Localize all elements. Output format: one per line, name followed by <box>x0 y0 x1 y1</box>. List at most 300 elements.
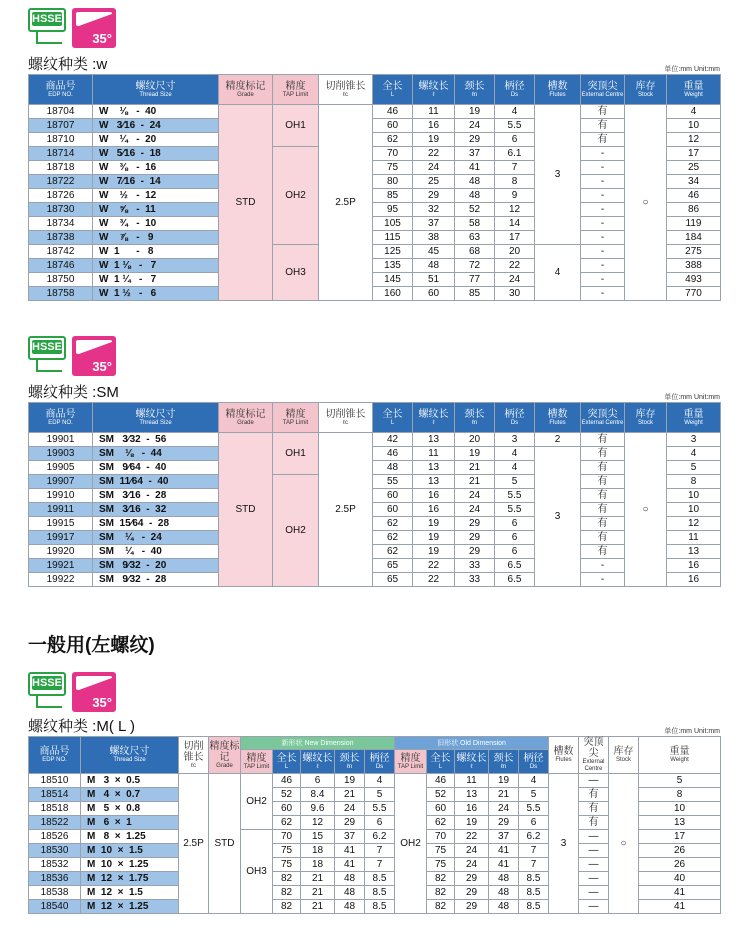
cell-edp: 19921 <box>29 559 93 573</box>
header-l: 螺纹长 ℓ <box>413 403 455 433</box>
cell-tap: OH1 <box>273 105 319 147</box>
cell-weight: 275 <box>667 245 721 259</box>
header-ln: 颈长 ℓn <box>455 403 495 433</box>
cell-thread: W 1 ¼ - 7 <box>93 273 219 287</box>
cell-ds: 24 <box>495 273 535 287</box>
cell-thread: W ⅜ - 16 <box>93 161 219 175</box>
cell-chamfer: 2.5P <box>319 105 373 301</box>
cell-thread: SM 9⁄64 - 40 <box>93 461 219 475</box>
header-weight: 重量 Weight <box>667 75 721 105</box>
cell-thread: M 6 × 1 <box>81 816 179 830</box>
cell-chamfer: 2.5P <box>179 774 209 914</box>
header-chamfer: 切削锥长 ℓc <box>319 75 373 105</box>
cell-weight: 16 <box>667 573 721 587</box>
header-tap: 精度 TAP Limit <box>273 403 319 433</box>
cell-ds: 5.5 <box>495 489 535 503</box>
cell-new-L: 70 <box>273 830 301 844</box>
cell-tap: OH2 <box>273 147 319 245</box>
header-old-l: 螺纹长 ℓ <box>455 750 489 774</box>
angle-35-icon: 35° <box>72 336 116 376</box>
cell-flutes: 3 <box>549 774 579 914</box>
cell-L: 105 <box>373 217 413 231</box>
cell-flutes: 4 <box>535 245 581 301</box>
cell-old-ds: 8.5 <box>519 886 549 900</box>
cell-old-tap: OH2 <box>395 774 427 914</box>
cell-thread: SM 15⁄64 - 28 <box>93 517 219 531</box>
cell-ds: 3 <box>495 433 535 447</box>
table-row <box>29 119 721 133</box>
cell-weight: 4 <box>667 105 721 119</box>
cell-ln: 29 <box>455 545 495 559</box>
cell-thread: SM 3⁄32 - 56 <box>93 433 219 447</box>
cell-L: 80 <box>373 175 413 189</box>
cell-ds: 5.5 <box>495 503 535 517</box>
cell-L: 60 <box>373 489 413 503</box>
cell-grade: STD <box>209 774 241 914</box>
table-row <box>29 273 721 287</box>
cell-l: 13 <box>413 475 455 489</box>
cell-edp: 18738 <box>29 231 93 245</box>
cell-edp: 18510 <box>29 774 81 788</box>
cell-ln: 29 <box>455 517 495 531</box>
cell-weight: 16 <box>667 559 721 573</box>
table-row <box>29 489 721 503</box>
cell-ds: 6.1 <box>495 147 535 161</box>
cell-l: 24 <box>413 161 455 175</box>
cell-new-l: 18 <box>301 844 335 858</box>
cell-flutes: 2 <box>535 433 581 447</box>
cell-L: 70 <box>373 147 413 161</box>
cell-edp: 19915 <box>29 517 93 531</box>
cell-weight: 11 <box>667 531 721 545</box>
cell-thread: W 7⁄16 - 14 <box>93 175 219 189</box>
cell-weight: 17 <box>667 147 721 161</box>
cell-ln: 52 <box>455 203 495 217</box>
cell-thread: M 4 × 0.7 <box>81 788 179 802</box>
cell-ln: 37 <box>455 147 495 161</box>
cell-weight: 17 <box>639 830 721 844</box>
cell-centre: 有 <box>581 433 625 447</box>
cell-l: 16 <box>413 503 455 517</box>
header-centre: 突顶尖 External Centre <box>579 737 609 774</box>
header-edp: 商品号 EDP NO. <box>29 737 81 774</box>
header-L: 全长 L <box>373 75 413 105</box>
cell-ds: 5 <box>495 475 535 489</box>
cell-centre: — <box>579 858 609 872</box>
cell-edp: 18758 <box>29 287 93 301</box>
cell-l: 51 <box>413 273 455 287</box>
table-sm <box>28 402 721 587</box>
table-row <box>29 461 721 475</box>
cell-L: 125 <box>373 245 413 259</box>
cell-weight: 10 <box>667 119 721 133</box>
cell-old-ln: 29 <box>489 816 519 830</box>
cell-centre: 有 <box>581 105 625 119</box>
cell-L: 60 <box>373 119 413 133</box>
cell-edp: 19920 <box>29 545 93 559</box>
cell-old-ds: 7 <box>519 858 549 872</box>
cell-new-ds: 8.5 <box>365 886 395 900</box>
cell-l: 29 <box>413 189 455 203</box>
cell-weight: 25 <box>667 161 721 175</box>
cell-ln: 29 <box>455 531 495 545</box>
cell-old-L: 82 <box>427 872 455 886</box>
cell-weight: 770 <box>667 287 721 301</box>
cell-stock: ○ <box>625 433 667 587</box>
cell-edp: 18518 <box>29 802 81 816</box>
cell-weight: 41 <box>639 900 721 914</box>
cell-edp: 19922 <box>29 573 93 587</box>
cell-new-L: 82 <box>273 900 301 914</box>
cell-new-L: 75 <box>273 844 301 858</box>
header-flutes: 槽数 Flutes <box>549 737 579 774</box>
table-row <box>29 147 721 161</box>
angle-35-icon: 35° <box>72 8 116 48</box>
cell-centre: — <box>579 900 609 914</box>
cell-weight: 86 <box>667 203 721 217</box>
cell-weight: 5 <box>639 774 721 788</box>
cell-edp: 18707 <box>29 119 93 133</box>
cell-thread: SM 9⁄32 - 20 <box>93 559 219 573</box>
header-thread: 螺纹尺寸 Thread Size <box>93 75 219 105</box>
table-w <box>28 74 721 301</box>
cell-centre: - <box>581 559 625 573</box>
cell-ds: 6.5 <box>495 559 535 573</box>
cell-l: 22 <box>413 147 455 161</box>
cell-L: 135 <box>373 259 413 273</box>
cell-weight: 388 <box>667 259 721 273</box>
cell-new-l: 21 <box>301 886 335 900</box>
header-stock: 库存 Stock <box>609 737 639 774</box>
cell-old-L: 52 <box>427 788 455 802</box>
cell-thread: M 12 × 1.5 <box>81 886 179 900</box>
header-new-ds: 柄径 Ds <box>365 750 395 774</box>
cell-new-tap: OH3 <box>241 830 273 914</box>
cell-edp: 18734 <box>29 217 93 231</box>
cell-new-ln: 41 <box>335 844 365 858</box>
cell-new-ds: 5.5 <box>365 802 395 816</box>
cell-weight: 41 <box>639 886 721 900</box>
table-row <box>29 203 721 217</box>
cell-new-ln: 48 <box>335 872 365 886</box>
header-L: 全长 L <box>373 403 413 433</box>
cell-L: 160 <box>373 287 413 301</box>
cell-centre: — <box>579 774 609 788</box>
cell-ln: 21 <box>455 475 495 489</box>
cell-edp: 18536 <box>29 872 81 886</box>
cell-new-L: 75 <box>273 858 301 872</box>
cell-old-ds: 8.5 <box>519 900 549 914</box>
cell-old-ln: 21 <box>489 788 519 802</box>
cell-weight: 10 <box>639 802 721 816</box>
cell-new-l: 21 <box>301 900 335 914</box>
cell-thread: SM ⅛ - 44 <box>93 447 219 461</box>
cell-new-L: 82 <box>273 872 301 886</box>
cell-l: 13 <box>413 433 455 447</box>
cell-centre: 有 <box>581 475 625 489</box>
hsse-icon: HSSE <box>28 8 66 32</box>
cell-ds: 6 <box>495 531 535 545</box>
cell-weight: 46 <box>667 189 721 203</box>
badges <box>28 336 720 376</box>
cell-edp: 18746 <box>29 259 93 273</box>
cell-centre: 有 <box>579 802 609 816</box>
cell-L: 62 <box>373 531 413 545</box>
cell-l: 16 <box>413 489 455 503</box>
cell-thread: SM ¼ - 40 <box>93 545 219 559</box>
cell-centre: - <box>581 231 625 245</box>
cell-old-l: 13 <box>455 788 489 802</box>
hsse-icon: HSSE <box>28 336 66 360</box>
cell-edp: 18514 <box>29 788 81 802</box>
cell-L: 62 <box>373 517 413 531</box>
cell-flutes: 3 <box>535 447 581 587</box>
cell-thread: W ¼ - 20 <box>93 133 219 147</box>
cell-edp: 19911 <box>29 503 93 517</box>
cell-ds: 6.5 <box>495 573 535 587</box>
table-row <box>29 517 721 531</box>
header-ln: 颈长 ℓn <box>455 75 495 105</box>
cell-thread: SM ¼ - 24 <box>93 531 219 545</box>
table-row <box>29 503 721 517</box>
cell-thread: M 10 × 1.5 <box>81 844 179 858</box>
cell-centre: 有 <box>581 545 625 559</box>
table-row <box>29 133 721 147</box>
cell-new-ds: 7 <box>365 844 395 858</box>
cell-l: 45 <box>413 245 455 259</box>
cell-old-ln: 48 <box>489 886 519 900</box>
header-thread: 螺纹尺寸 Thread Size <box>93 403 219 433</box>
cell-ln: 58 <box>455 217 495 231</box>
cell-L: 42 <box>373 433 413 447</box>
cell-edp: 18704 <box>29 105 93 119</box>
cell-thread: W 1 ½ - 6 <box>93 287 219 301</box>
cell-L: 62 <box>373 545 413 559</box>
cell-centre: 有 <box>579 816 609 830</box>
cell-ds: 9 <box>495 189 535 203</box>
type-label: 螺纹种类 :M( L ) <box>28 718 135 735</box>
cell-old-l: 11 <box>455 774 489 788</box>
cell-old-L: 82 <box>427 900 455 914</box>
section-w <box>28 8 720 301</box>
cell-new-ln: 19 <box>335 774 365 788</box>
header-weight: 重量 Weight <box>667 403 721 433</box>
type-label: 螺纹种类 :w <box>28 56 108 73</box>
cell-ln: 19 <box>455 105 495 119</box>
cell-ln: 20 <box>455 433 495 447</box>
cell-edp: 18540 <box>29 900 81 914</box>
cell-l: 32 <box>413 203 455 217</box>
unit-label: 单位:mm Unit:mm <box>664 394 720 401</box>
cell-ds: 6 <box>495 545 535 559</box>
cell-thread: SM 3⁄16 - 28 <box>93 489 219 503</box>
header-chamfer: 切削锥长 ℓc <box>179 737 209 774</box>
cell-ln: 19 <box>455 447 495 461</box>
cell-l: 22 <box>413 559 455 573</box>
cell-ln: 72 <box>455 259 495 273</box>
table-m <box>28 736 721 914</box>
cell-thread: W ¾ - 10 <box>93 217 219 231</box>
cell-l: 25 <box>413 175 455 189</box>
cell-L: 65 <box>373 573 413 587</box>
header-new-l: 螺纹长 ℓ <box>301 750 335 774</box>
cell-new-ln: 21 <box>335 788 365 802</box>
cell-thread: W 1 ⅛ - 7 <box>93 259 219 273</box>
cell-centre: - <box>581 573 625 587</box>
cell-edp: 18522 <box>29 816 81 830</box>
cell-L: 46 <box>373 447 413 461</box>
cell-new-ds: 7 <box>365 858 395 872</box>
cell-old-l: 29 <box>455 886 489 900</box>
cell-centre: - <box>581 245 625 259</box>
cell-centre: - <box>581 189 625 203</box>
cell-old-l: 29 <box>455 900 489 914</box>
cell-centre: 有 <box>581 503 625 517</box>
cell-L: 115 <box>373 231 413 245</box>
cell-thread: W 3⁄16 - 24 <box>93 119 219 133</box>
header-flutes: 槽数 Flutes <box>535 403 581 433</box>
table-row <box>29 287 721 301</box>
cell-weight: 8 <box>667 475 721 489</box>
cell-weight: 40 <box>639 872 721 886</box>
cell-edp: 18730 <box>29 203 93 217</box>
cell-new-L: 46 <box>273 774 301 788</box>
cell-new-ds: 6.2 <box>365 830 395 844</box>
cell-new-l: 12 <box>301 816 335 830</box>
cell-l: 60 <box>413 287 455 301</box>
cell-ln: 41 <box>455 161 495 175</box>
header-new-tap: 精度 TAP Limit <box>241 750 273 774</box>
cell-l: 19 <box>413 517 455 531</box>
cell-ds: 22 <box>495 259 535 273</box>
section-m <box>28 672 720 914</box>
cell-new-ds: 8.5 <box>365 900 395 914</box>
unit-label: 单位:mm Unit:mm <box>664 728 720 735</box>
cell-thread: W ½ - 12 <box>93 189 219 203</box>
header-edp: 商品号 EDP NO. <box>29 75 93 105</box>
cell-centre: 有 <box>581 447 625 461</box>
cell-thread: W 1 - 8 <box>93 245 219 259</box>
cell-old-ds: 5 <box>519 788 549 802</box>
cell-centre: - <box>581 203 625 217</box>
cell-L: 55 <box>373 475 413 489</box>
header-grade: 精度标记 Grade <box>219 403 273 433</box>
cell-grade: STD <box>219 433 273 587</box>
header-weight: 重量 Weight <box>639 737 721 774</box>
cell-new-ds: 8.5 <box>365 872 395 886</box>
cell-weight: 5 <box>667 461 721 475</box>
table-row <box>29 433 721 447</box>
cell-ds: 6 <box>495 133 535 147</box>
header-flutes: 槽数 Flutes <box>535 75 581 105</box>
cell-centre: — <box>579 830 609 844</box>
cell-old-ds: 8.5 <box>519 872 549 886</box>
cell-l: 22 <box>413 573 455 587</box>
table-row <box>29 175 721 189</box>
cell-l: 48 <box>413 259 455 273</box>
cell-old-L: 62 <box>427 816 455 830</box>
cell-centre: - <box>581 147 625 161</box>
cell-old-ln: 41 <box>489 858 519 872</box>
cell-edp: 18530 <box>29 844 81 858</box>
cell-centre: - <box>581 287 625 301</box>
cell-old-L: 75 <box>427 858 455 872</box>
cell-old-ln: 24 <box>489 802 519 816</box>
header-chamfer: 切削锥长 ℓc <box>319 403 373 433</box>
cell-edp: 18532 <box>29 858 81 872</box>
cell-centre: - <box>581 217 625 231</box>
cell-old-ds: 6.2 <box>519 830 549 844</box>
cell-L: 65 <box>373 559 413 573</box>
header-centre: 突顶尖 External Centre <box>581 403 625 433</box>
cell-weight: 12 <box>667 133 721 147</box>
cell-ds: 30 <box>495 287 535 301</box>
cell-old-ln: 19 <box>489 774 519 788</box>
cell-thread: SM 3⁄16 - 32 <box>93 503 219 517</box>
cell-old-L: 75 <box>427 844 455 858</box>
cell-weight: 3 <box>667 433 721 447</box>
table-row <box>29 161 721 175</box>
cell-new-ln: 37 <box>335 830 365 844</box>
cell-ln: 21 <box>455 461 495 475</box>
header-old-L: 全长 L <box>427 750 455 774</box>
cell-thread: M 3 × 0.5 <box>81 774 179 788</box>
unit-label: 单位:mm Unit:mm <box>664 66 720 73</box>
cell-L: 85 <box>373 189 413 203</box>
cell-ln: 85 <box>455 287 495 301</box>
cell-old-l: 16 <box>455 802 489 816</box>
cell-centre: — <box>579 844 609 858</box>
cell-l: 37 <box>413 217 455 231</box>
cell-old-ln: 37 <box>489 830 519 844</box>
table-row <box>29 231 721 245</box>
cell-old-l: 22 <box>455 830 489 844</box>
cell-new-L: 82 <box>273 886 301 900</box>
cell-thread: M 12 × 1.75 <box>81 872 179 886</box>
cell-edp: 18710 <box>29 133 93 147</box>
header-old-dimension: 旧形状 Old Dimension <box>395 737 549 750</box>
cell-ln: 33 <box>455 573 495 587</box>
cell-old-L: 60 <box>427 802 455 816</box>
cell-l: 19 <box>413 531 455 545</box>
cell-ln: 33 <box>455 559 495 573</box>
cell-new-l: 18 <box>301 858 335 872</box>
cell-old-l: 19 <box>455 816 489 830</box>
table-row <box>29 217 721 231</box>
cell-l: 19 <box>413 133 455 147</box>
cell-old-ln: 48 <box>489 872 519 886</box>
cell-edp: 18750 <box>29 273 93 287</box>
cell-new-l: 9.6 <box>301 802 335 816</box>
cell-ds: 17 <box>495 231 535 245</box>
cell-centre: 有 <box>579 788 609 802</box>
cell-new-ln: 29 <box>335 816 365 830</box>
cell-centre: — <box>579 886 609 900</box>
header-l: 螺纹长 ℓ <box>413 75 455 105</box>
cell-thread: SM 9⁄32 - 28 <box>93 573 219 587</box>
cell-edp: 19917 <box>29 531 93 545</box>
cell-new-ln: 48 <box>335 900 365 914</box>
table-row <box>29 774 721 788</box>
cell-thread: M 8 × 1.25 <box>81 830 179 844</box>
cell-L: 145 <box>373 273 413 287</box>
cell-weight: 10 <box>667 503 721 517</box>
badges <box>28 672 720 712</box>
cell-centre: 有 <box>581 461 625 475</box>
cell-flutes: 3 <box>535 105 581 245</box>
cell-edp: 19910 <box>29 489 93 503</box>
cell-edp: 18526 <box>29 830 81 844</box>
